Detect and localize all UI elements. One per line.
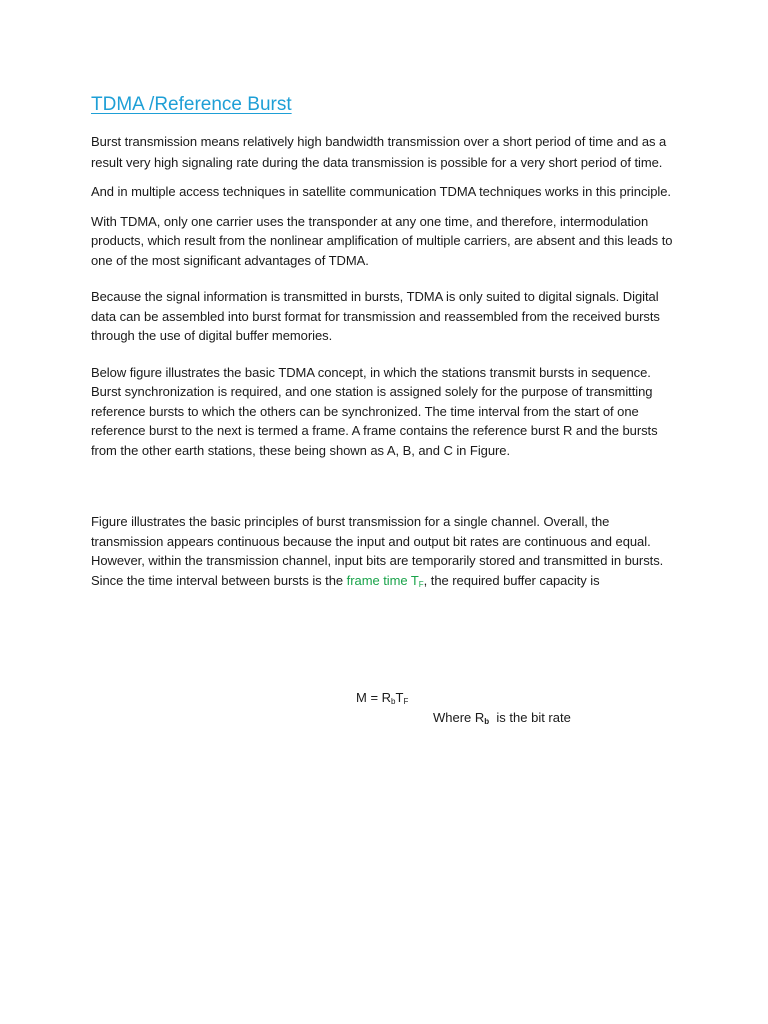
formula-sub-b: b [391, 697, 396, 706]
frame-time-label: frame time T [346, 572, 419, 588]
formula-t: T [395, 690, 404, 705]
paragraph-burst-principles [91, 512, 681, 590]
paragraph-text-before: Figure illustrates the basic principles of burst transmission for a single channel. Overall, the transmission appears continuous because the input and output bit rates are continuous and equal. However, within the transmission channel, input bits are temporarily stored and transmitted in bursts. Since the time interval between bursts is the [91, 514, 664, 588]
paragraph-digital-signals: Because the signal information is transmitted in bursts, TDMA is only suited to digital signals. Digital data can be assembled into burst format for transmission and reassembled from the received bursts through the use of digital buffer memories. [91, 289, 660, 343]
where-suffix: is the bit rate [489, 710, 571, 725]
paragraph-tdma-concept: Below figure illustrates the basic TDMA concept, in which the stations transmit bursts in sequence. Burst synchronization is required, and one station is assigned solely for the purpose of transmitting reference bursts to which the others can be synchronized. The time interval from the start of one reference burst to the next is termed a frame. A frame contains the reference burst R and the bursts from the other earth stations, these being shown as A, B, and C in Figure. [91, 364, 658, 458]
where-sub-b: b [484, 717, 490, 726]
formula-sub-f: F [403, 697, 409, 706]
frame-time-highlight [347, 573, 424, 588]
paragraph-tdma-carrier: With TDMA, only one carrier uses the transponder at any one time, and therefore, intermodulation products, which result from the nonlinear amplification of multiple carriers, are absent and this leads to one of the most significant advantages of TDMA. [91, 213, 673, 268]
formula-lhs: M = R [356, 690, 392, 705]
where-prefix: Where R [433, 710, 485, 725]
page-title: TDMA /Reference Burst [91, 94, 292, 115]
paragraph-burst-definition: Burst transmission means relatively high bandwidth transmission over a short period of time and as a result very high signaling rate during the data transmission is possible for a very short period of time. [91, 134, 667, 170]
frame-time-subscript: F [418, 579, 424, 589]
paragraph-tdma-principle: And in multiple access techniques in satellite communication TDMA techniques works in this principle. [91, 184, 671, 199]
buffer-capacity-formula [356, 690, 408, 705]
formula-explanation [433, 710, 571, 725]
document-page [91, 92, 681, 726]
paragraph-text-after: , the required buffer capacity is [423, 572, 600, 588]
